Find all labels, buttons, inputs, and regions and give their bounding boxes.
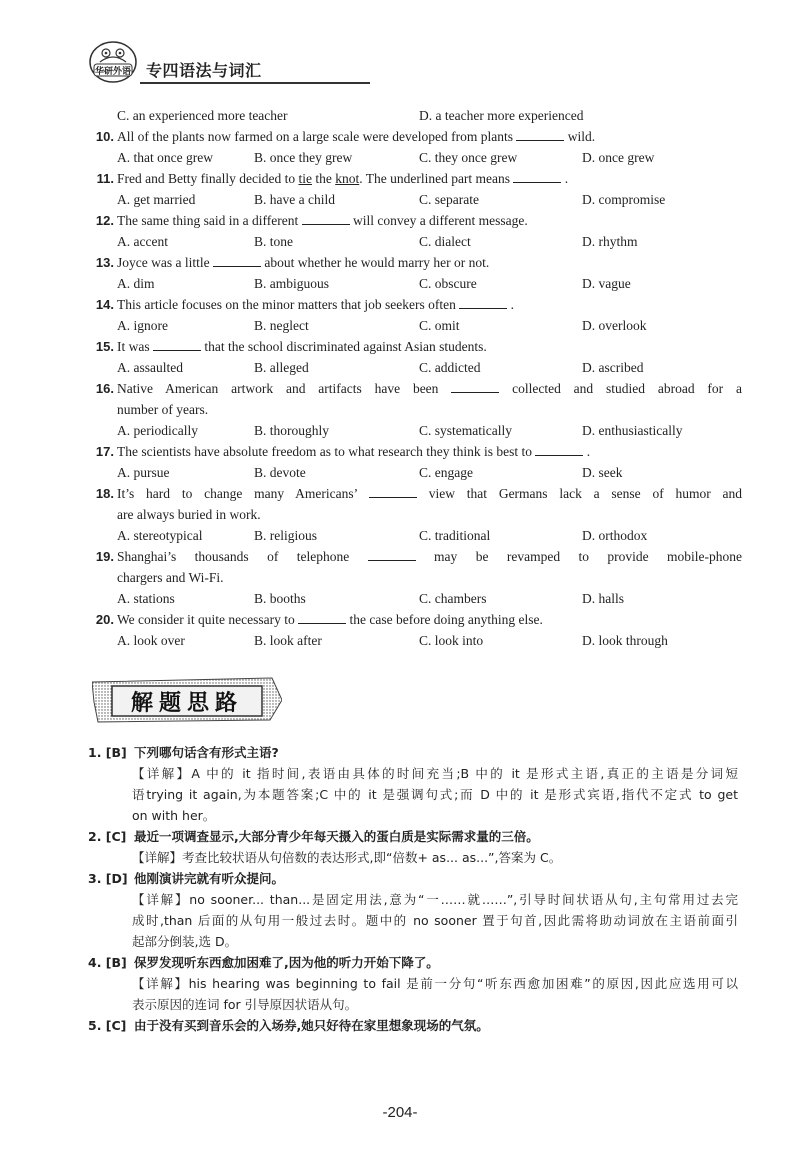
question-stem xyxy=(92,253,742,274)
question-stem-continued xyxy=(92,400,742,421)
option-a: A. ignore xyxy=(117,318,168,333)
detail-text: 【详解】考查比较状语从句倍数的表达形式,即“倍数+ as... as...”,答案为 C。 xyxy=(132,850,562,865)
explanation-detail-line xyxy=(88,889,738,910)
publisher-logo xyxy=(88,40,138,84)
question-stem xyxy=(92,211,742,232)
page-number: -204- xyxy=(382,1104,418,1121)
option-b: B. alleged xyxy=(254,360,309,375)
explanation-detail-line xyxy=(88,910,738,931)
question-number: 12. xyxy=(95,213,114,228)
option-d: D. enthusiastically xyxy=(582,423,683,438)
option-row xyxy=(92,232,742,253)
option-a: A. periodically xyxy=(117,423,198,438)
option-b: B. booths xyxy=(254,591,306,606)
question-stem xyxy=(92,442,742,463)
question-number: 20. xyxy=(95,612,114,627)
answer-blank xyxy=(535,443,583,456)
question-text: It was that the school discriminated against Asian students. xyxy=(117,339,487,354)
question-number: 13. xyxy=(95,255,114,270)
detail-text: 【详解】his hearing was beginning to fail 是前一分句“听东西愈加困难”的原因,因此应选用可以 xyxy=(132,976,738,991)
explanation-heading xyxy=(88,952,738,973)
series-title: 专四语法与词汇 xyxy=(146,61,262,80)
option-row xyxy=(92,190,742,211)
answer-key: 4. [B] xyxy=(88,955,127,970)
question-text: The scientists have absolute freedom as to what research they think is best to . xyxy=(117,444,591,459)
option-c: C. separate xyxy=(419,192,479,207)
answer-blank xyxy=(298,611,346,624)
option-row xyxy=(92,148,742,169)
option-row xyxy=(92,358,742,379)
option-c: C. systematically xyxy=(419,423,512,438)
detail-text: 成时,than 后面的从句用一般过去时。题中的 no sooner 置于句首,因此需将助动词放在主语前面引 xyxy=(132,913,738,928)
option-c: C. chambers xyxy=(419,591,487,606)
banner-title: 解题思路 xyxy=(130,691,244,716)
option-b: B. religious xyxy=(254,528,317,543)
question-number: 11. xyxy=(96,171,114,186)
question-text: Native American artwork and artifacts have been collected and studied abroad for a xyxy=(117,381,743,396)
question-stem xyxy=(92,337,742,358)
explanation-detail-line xyxy=(88,931,738,952)
option-c: C. omit xyxy=(419,318,460,333)
answer-key: 2. [C] xyxy=(88,829,127,844)
option-a: A. dim xyxy=(117,276,155,291)
translation: 最近一项调查显示,大部分青少年每天摄入的蛋白质是实际需求量的三倍。 xyxy=(134,829,539,844)
question-text: It’s hard to change many Americans’ view that Germans lack a sense of humor and xyxy=(117,486,743,501)
translation: 保罗发现听东西愈加困难了,因为他的听力开始下降了。 xyxy=(134,955,439,970)
option-d: D. vague xyxy=(582,276,631,291)
question-stem xyxy=(92,547,742,568)
solutions-banner xyxy=(92,676,282,724)
answer-key: 1. [B] xyxy=(88,745,127,760)
option-c: C. dialect xyxy=(419,234,471,249)
explanation-heading xyxy=(88,868,738,889)
option-b: B. devote xyxy=(254,465,306,480)
option-d: D. overlook xyxy=(582,318,647,333)
question-text-continued: chargers and Wi-Fi. xyxy=(117,570,224,585)
question-number: 16. xyxy=(95,381,114,396)
question-number: 18. xyxy=(95,486,114,501)
explanation-detail-line xyxy=(88,847,738,868)
option-c: C. obscure xyxy=(419,276,477,291)
option-row xyxy=(92,274,742,295)
detail-text: 表示原因的连词 for 引导原因状语从句。 xyxy=(132,997,358,1012)
explanation-detail-line xyxy=(88,805,738,826)
question-stem xyxy=(92,379,742,400)
question-text: The same thing said in a different will convey a different message. xyxy=(117,213,528,228)
option-a: A. stereotypical xyxy=(117,528,203,543)
detail-text: 【详解】A 中的 it 指时间,表语由具体的时间充当;B 中的 it 是形式主语,真正的主语是分词短 xyxy=(132,766,738,781)
translation: 下列哪句话含有形式主语? xyxy=(134,745,279,760)
question-number: 14. xyxy=(95,297,114,312)
question-text: Fred and Betty finally decided to tie the knot. The underlined part means . xyxy=(117,171,569,186)
option-c: C. traditional xyxy=(419,528,491,543)
option-c: C. an experienced more teacher xyxy=(117,108,288,123)
option-c: C. they once grew xyxy=(419,150,518,165)
explanation-heading xyxy=(88,826,738,847)
question-text: We consider it quite necessary to the case before doing anything else. xyxy=(117,612,543,627)
explanation-heading xyxy=(88,1015,738,1036)
option-d: D. seek xyxy=(582,465,623,480)
option-b: B. neglect xyxy=(254,318,309,333)
answer-blank xyxy=(153,338,201,351)
option-a: A. assaulted xyxy=(117,360,183,375)
question-stem xyxy=(92,127,742,148)
option-a: A. accent xyxy=(117,234,168,249)
translation: 他刚演讲完就有听众提问。 xyxy=(134,871,285,886)
page-header xyxy=(88,40,288,84)
option-d: D. once grew xyxy=(582,150,655,165)
option-d: D. a teacher more experienced xyxy=(419,108,584,123)
question-list xyxy=(92,106,742,652)
question-text-continued: number of years. xyxy=(117,402,209,417)
answer-blank xyxy=(369,485,417,498)
explanation-heading xyxy=(88,742,738,763)
question-text: All of the plants now farmed on a large scale were developed from plants wild. xyxy=(117,129,596,144)
answer-blank xyxy=(451,380,499,393)
answer-key: 3. [D] xyxy=(88,871,128,886)
translation: 由于没有买到音乐会的入场券,她只好待在家里想象现场的气氛。 xyxy=(134,1018,489,1033)
question-stem-continued xyxy=(92,568,742,589)
option-c: C. look into xyxy=(419,633,484,648)
option-c: C. addicted xyxy=(419,360,481,375)
option-d: D. halls xyxy=(582,591,624,606)
question-stem xyxy=(92,169,742,190)
question-number: 17. xyxy=(95,444,114,459)
explanation-detail-line xyxy=(88,784,738,805)
question-stem xyxy=(92,610,742,631)
option-d: D. ascribed xyxy=(582,360,644,375)
option-d: D. rhythm xyxy=(582,234,638,249)
option-c: C. engage xyxy=(419,465,473,480)
explanation-detail-line xyxy=(88,994,738,1015)
question-text: Shanghai’s thousands of telephone may be revamped to provide mobile-phone xyxy=(117,549,743,564)
option-row xyxy=(92,631,742,652)
option-row xyxy=(92,421,742,442)
answer-key: 5. [C] xyxy=(88,1018,127,1033)
option-b: B. tone xyxy=(254,234,293,249)
option-row xyxy=(92,526,742,547)
option-row xyxy=(92,463,742,484)
underlined-word: tie xyxy=(298,171,312,186)
question-stem xyxy=(92,295,742,316)
question-stem-continued xyxy=(92,505,742,526)
option-a: A. get married xyxy=(117,192,196,207)
option-a: A. that once grew xyxy=(117,150,213,165)
answer-blank xyxy=(516,128,564,141)
question-text: Joyce was a little about whether he would marry her or not. xyxy=(117,255,490,270)
option-row xyxy=(92,316,742,337)
option-b: B. look after xyxy=(254,633,322,648)
detail-text: 【详解】no sooner... than...是固定用法,意为“一……就……”,引导时间状语从句,主句常用过去完 xyxy=(132,892,738,907)
question-stem xyxy=(92,484,742,505)
option-b: B. ambiguous xyxy=(254,276,330,291)
option-d: D. orthodox xyxy=(582,528,648,543)
question-9-options-tail xyxy=(92,106,742,127)
detail-text: 起部分倒装,选 D。 xyxy=(132,934,238,949)
option-d: D. look through xyxy=(582,633,668,648)
answer-blank xyxy=(368,548,416,561)
explanation-detail-line xyxy=(88,973,738,994)
option-a: A. stations xyxy=(117,591,175,606)
answer-blank xyxy=(302,212,350,225)
option-a: A. pursue xyxy=(117,465,170,480)
logo-text: 华研外语 xyxy=(94,67,132,77)
header-rule xyxy=(140,82,370,84)
underlined-word: knot xyxy=(335,171,360,186)
option-row xyxy=(92,589,742,610)
answer-blank xyxy=(213,254,261,267)
explanation-detail-line xyxy=(88,763,738,784)
option-b: B. have a child xyxy=(254,192,335,207)
option-b: B. once they grew xyxy=(254,150,353,165)
explanation-list xyxy=(88,742,738,1036)
option-d: D. compromise xyxy=(582,192,666,207)
detail-text: 语trying it again,为本题答案;C 中的 it 是强调句式;而 D 中的 it 是形式宾语,指代不定式 to get xyxy=(132,787,738,802)
detail-text: on with her。 xyxy=(132,808,216,823)
option-a: A. look over xyxy=(117,633,185,648)
question-number: 15. xyxy=(95,339,114,354)
question-text: This article focuses on the minor matters that job seekers often . xyxy=(117,297,515,312)
answer-blank xyxy=(513,170,561,183)
answer-blank xyxy=(459,296,507,309)
question-number: 10. xyxy=(95,129,114,144)
question-number: 19. xyxy=(95,549,114,564)
question-text-continued: are always buried in work. xyxy=(117,507,261,522)
option-b: B. thoroughly xyxy=(254,423,330,438)
